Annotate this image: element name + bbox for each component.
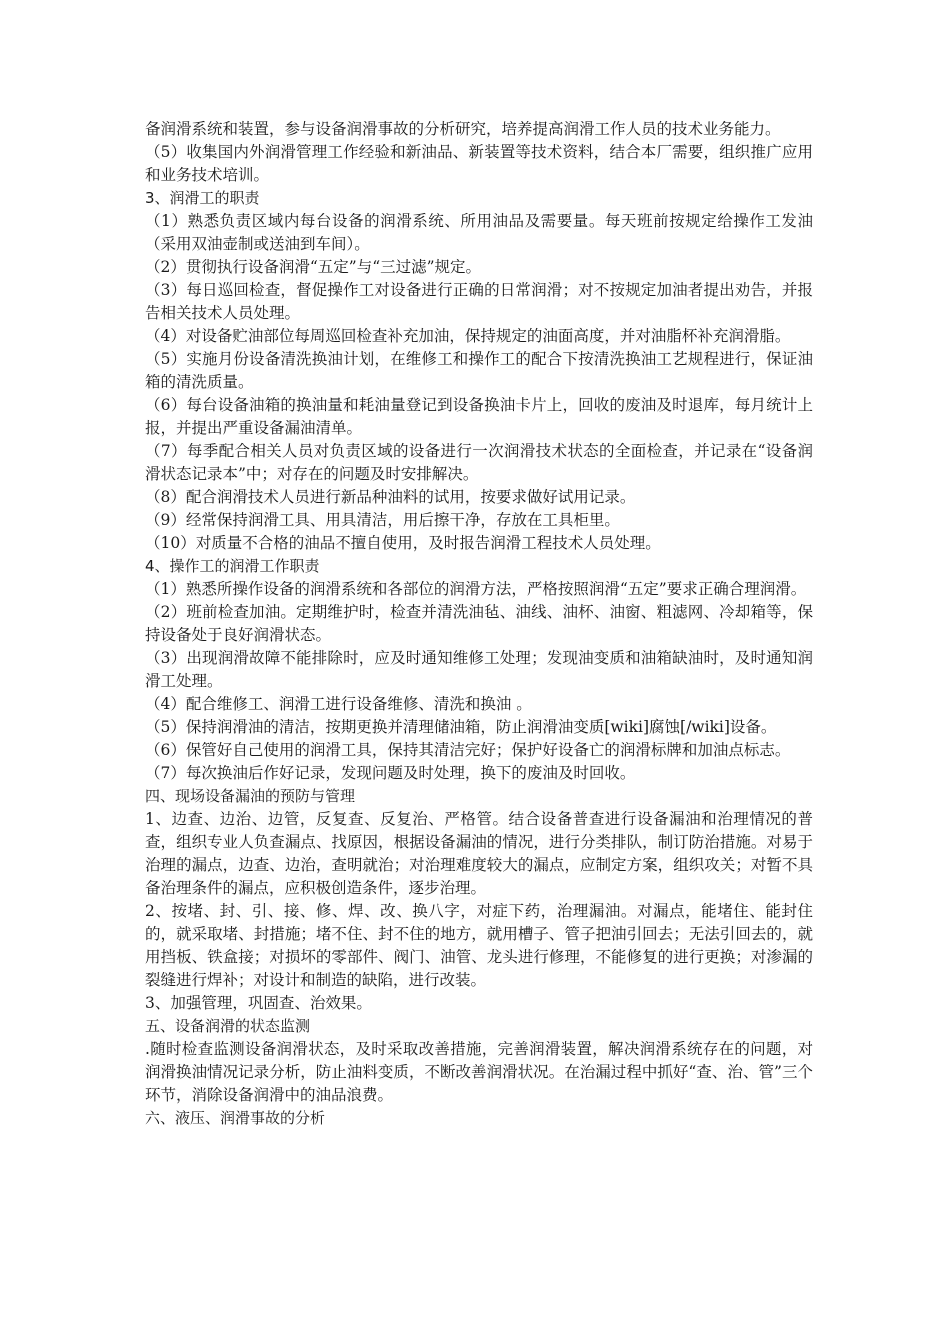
paragraph: 3、加强管理，巩固查、治效果。 bbox=[145, 994, 372, 1012]
paragraph: （5）实施月份设备清洗换油计划，在维修工和操作工的配合下按清洗换油工艺规程进行，保证油箱的清洗质量。 bbox=[145, 350, 813, 391]
paragraph: （1）熟悉所操作设备的润滑系统和各部位的润滑方法，严格按照润滑“五定”要求正确合理润滑。 bbox=[145, 580, 807, 598]
document-body bbox=[145, 118, 813, 1130]
section-heading: 四、现场设备漏油的预防与管理 bbox=[145, 787, 356, 805]
paragraph: 1、边查、边治、边管，反复查、反复治、严格管。结合设备普查进行设备漏油和治理情况的普查，组织专业人负查漏点、找原因，根据设备漏油的情况，进行分类排队，制订防治措施。对易于治理的漏点，边查、边治，查明就治；对治理难度较大的漏点，应制定方案，组织攻关；对暂不具备治理条件的漏点，应积极创造条件，逐步治理。 bbox=[145, 810, 813, 897]
paragraph: （6）保管好自己使用的润滑工具，保持其清洁完好；保护好设备亡的润滑标牌和加油点标志。 bbox=[145, 741, 791, 759]
paragraph: .随时检查监测设备润滑状态，及时采取改善措施，完善润滑装置，解决润滑系统存在的问题，对润滑换油情况记录分析，防止油料变质，不断改善润滑状况。在治漏过程中抓好“查、治、管”三个环节，消除设备润滑中的油品浪费。 bbox=[145, 1040, 813, 1104]
section-heading: 4、操作工的润滑工作职责 bbox=[145, 557, 320, 575]
paragraph: （3）出现润滑故障不能排除时，应及时通知维修工处理；发现油变质和油箱缺油时，及时通知润滑工处理。 bbox=[145, 649, 813, 690]
paragraph: （7）每次换油后作好记录，发现问题及时处理，换下的废油及时回收。 bbox=[145, 764, 636, 782]
paragraph: （5）保持润滑油的清洁，按期更换并清理储油箱，防止润滑油变质[wiki]腐蚀[/wiki]设备。 bbox=[145, 718, 777, 736]
section-heading: 五、设备润滑的状态监测 bbox=[145, 1017, 311, 1035]
paragraph: （4）配合维修工、润滑工进行设备维修、清洗和换油 。 bbox=[145, 695, 532, 713]
paragraph: （9）经常保持润滑工具、用具清洁，用后擦干净，存放在工具柜里。 bbox=[145, 511, 620, 529]
paragraph: （3）每日巡回检查，督促操作工对设备进行正确的日常润滑；对不按规定加油者提出劝告，并报告相关技术人员处理。 bbox=[145, 281, 813, 322]
paragraph: （10）对质量不合格的油品不擅自使用，及时报告润滑工程技术人员处理。 bbox=[145, 534, 661, 552]
paragraph: （2）贯彻执行设备润滑“五定”与“三过滤”规定。 bbox=[145, 258, 482, 276]
paragraph: （2）班前检查加油。定期维护时，检查并清洗油毡、油线、油杯、油窗、粗滤网、冷却箱等，保持设备处于良好润滑状态。 bbox=[145, 603, 813, 644]
paragraph: （4）对设备贮油部位每周巡回检查补充加油，保持规定的油面高度，并对油脂杯补充润滑脂。 bbox=[145, 327, 791, 345]
section-heading: 六、液压、润滑事故的分析 bbox=[145, 1109, 326, 1127]
paragraph: （6）每台设备油箱的换油量和耗油量登记到设备换油卡片上，回收的废油及时退库，每月统计上报，并提出严重设备漏油清单。 bbox=[145, 396, 813, 437]
paragraph: （1）熟悉负责区域内每台设备的润滑系统、所用油品及需要量。每天班前按规定给操作工发油（采用双油壶制或送油到车间）。 bbox=[145, 212, 813, 253]
paragraph: （8）配合润滑技术人员进行新品种油料的试用，按要求做好试用记录。 bbox=[145, 488, 636, 506]
paragraph: 2、按堵、封、引、接、修、焊、改、换八字，对症下药，治理漏油。对漏点，能堵住、能封住的，就采取堵、封措施；堵不住、封不住的地方，就用槽子、管子把油引回去；无法引回去的，就用挡板、铁盒接；对损坏的零部件、阀门、油管、龙头进行修理，不能修复的进行更换；对渗漏的裂缝进行焊补；对设计和制造的缺陷，进行改装。 bbox=[145, 902, 813, 989]
paragraph: 备润滑系统和装置，参与设备润滑事故的分析研究，培养提高润滑工作人员的技术业务能力。 bbox=[145, 120, 781, 138]
section-heading: 3、润滑工的职责 bbox=[145, 189, 260, 207]
paragraph: （5）收集国内外润滑管理工作经验和新油品、新装置等技术资料，结合本厂需要，组织推广应用和业务技术培训。 bbox=[145, 143, 813, 184]
paragraph: （7）每季配合相关人员对负责区域的设备进行一次润滑技术状态的全面检查，并记录在“设备润滑状态记录本”中；对存在的问题及时安排解决。 bbox=[145, 442, 813, 483]
